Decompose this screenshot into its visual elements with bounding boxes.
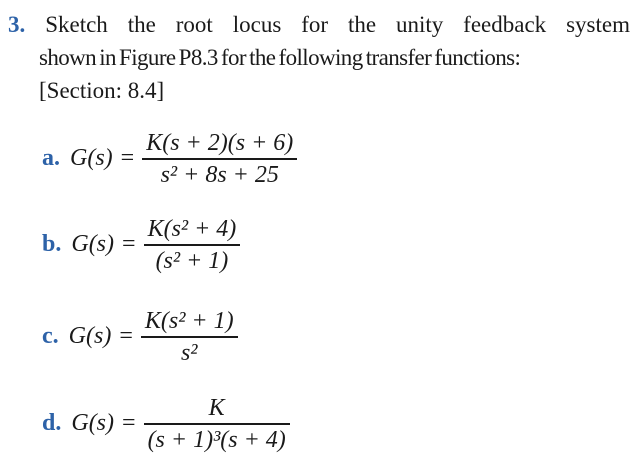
problem-text-1: Sketch the root locus for the unity feedback system — [45, 12, 630, 37]
part-label: b. — [42, 231, 62, 258]
part-a — [42, 128, 297, 190]
part-label: a. — [42, 145, 60, 172]
denominator: s² + 8s + 25 — [160, 161, 279, 188]
problem-statement — [8, 8, 630, 107]
part-d — [42, 393, 290, 455]
equals-sign: = — [119, 323, 133, 350]
problem-line-3: [Section: 8.4] — [39, 78, 165, 103]
numerator: K(s² + 4) — [147, 216, 237, 242]
problem-line-1 — [8, 8, 630, 41]
numerator: K(s + 2)(s + 6) — [146, 130, 294, 156]
fraction — [144, 393, 290, 455]
part-label: c. — [42, 323, 59, 350]
denominator: (s² + 1) — [155, 247, 229, 274]
part-label: d. — [42, 410, 62, 437]
denominator: s² — [180, 339, 198, 366]
denominator: (s + 1)³(s + 4) — [147, 426, 286, 453]
transfer-function-lhs: G(s) — [68, 323, 112, 350]
problem-line-2: shown in Figure P8.3 for the following transfer functions: — [39, 45, 521, 70]
part-b — [42, 214, 240, 276]
transfer-function-lhs: G(s) — [70, 145, 113, 172]
numerator: K — [208, 395, 225, 421]
part-c — [42, 306, 238, 368]
fraction — [141, 306, 238, 368]
equals-sign: = — [122, 231, 136, 258]
transfer-function-lhs: G(s) — [71, 231, 115, 258]
fraction — [142, 128, 297, 190]
problem-number: 3. — [8, 12, 26, 37]
fraction — [144, 214, 241, 276]
transfer-function-lhs: G(s) — [71, 410, 115, 437]
equals-sign: = — [120, 145, 135, 172]
equals-sign: = — [122, 410, 136, 437]
numerator: K(s² + 1) — [144, 308, 234, 334]
